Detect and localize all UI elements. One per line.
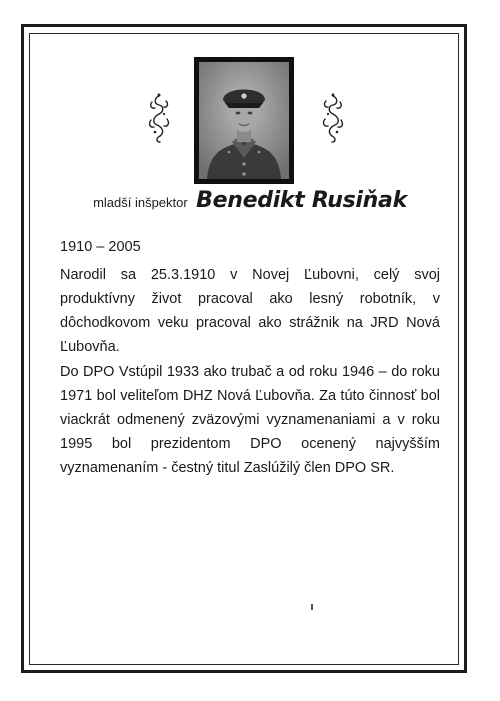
floral-ornament-icon [320,92,346,144]
name-line [0,188,500,213]
rank-label: mladší inšpektor [93,195,188,210]
biography-paragraph-2: Do DPO Vstúpil 1933 ako trubač a od roku 1946 – do roku 1971 bol veliteľom DHZ Nová Ľubovňa. Za túto činnosť bol viackrát odmenený zväzovými vyznamenaniami a v roku 1995 bol prezidentom DPO ocenený najvyšším vyznamenaním - čestný titul Zaslúžilý člen DPO SR. [60,364,440,476]
scan-speck [311,604,313,610]
portrait-photo [194,57,294,184]
person-name: Benedikt Rusiňak [196,188,407,213]
biography-paragraph-1: Narodil sa 25.3.1910 v Novej Ľubovni, celý svoj produktívny život pracoval ako lesný robotník, v dôchodkovom veku pracoval ako strážnik na JRD Nová Ľubovňa. [60,267,440,355]
life-years: 1910 – 2005 [60,239,141,255]
floral-ornament-icon [146,92,172,144]
